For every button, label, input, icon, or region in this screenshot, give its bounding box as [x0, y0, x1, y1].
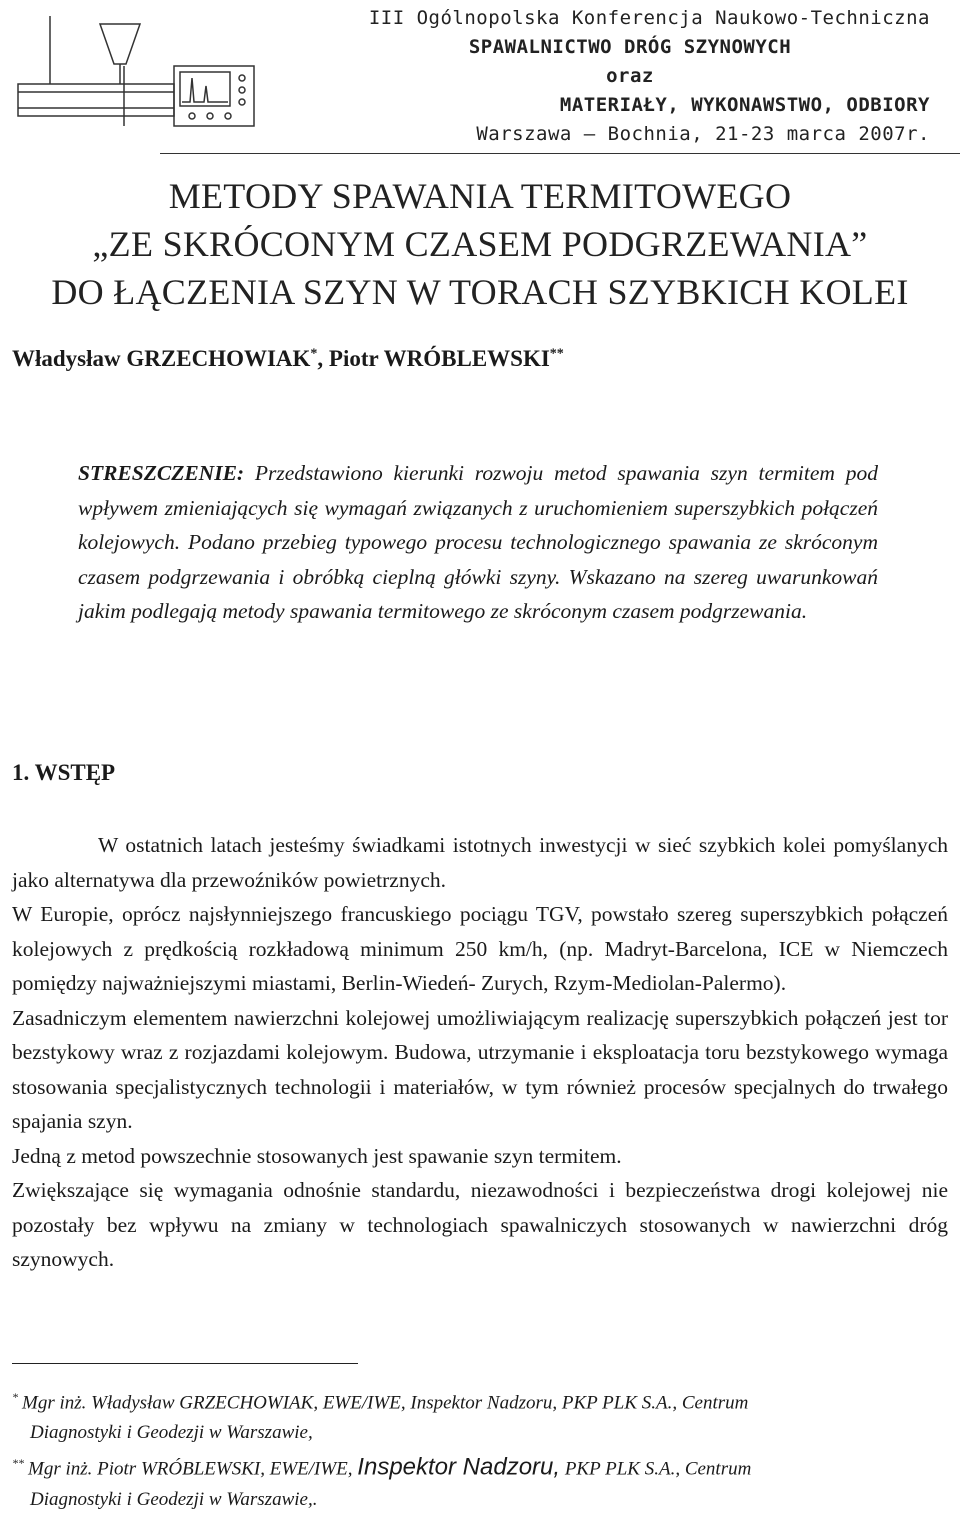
footnote-1 [12, 1382, 952, 1418]
footnote-2 [12, 1448, 952, 1484]
conference-line-5: Warszawa – Bochnia, 21-23 marca 2007r. [476, 123, 930, 145]
author-1-mark: * [310, 346, 318, 362]
title-line-2: „ZE SKRÓCONYM CZASEM PODGRZEWANIA” [92, 224, 868, 264]
body-text [12, 828, 948, 1277]
title-line-3: DO ŁĄCZENIA SZYN W TORACH SZYBKICH KOLEI [51, 272, 909, 312]
conference-header [290, 4, 930, 149]
footnote-1-line-2: Diagnostyki i Geodezji w Warszawie, [30, 1422, 313, 1444]
footnote-2-part-b: Inspektor Nadzoru, [357, 1453, 561, 1481]
author-1: Władysław GRZECHOWIAK [12, 346, 311, 371]
footnote-divider [12, 1363, 358, 1364]
footnote-2-line-2: Diagnostyki i Geodezji w Warszawie,. [30, 1488, 318, 1510]
conference-line-2: SPAWALNICTWO DRÓG SZYNOWYCH [468, 36, 792, 58]
conference-line-3: oraz [606, 65, 654, 87]
paragraph-3: Zasadniczym elementem nawierzchni kolejowej umożliwiającym realizację superszybkich połączeń jest tor bezstykowy wraz z rozjazdami kolejowym. Budowa, utrzymanie i eksploatacja toru bezstykowego wymaga stosowania specjalistycznych technologii i materiałów, w tym również procesów specjalnych do trwałego spajania szyn. [12, 1005, 948, 1133]
conference-logo [14, 6, 264, 136]
authors [12, 346, 564, 372]
header-divider [160, 153, 960, 154]
abstract-text: Przedstawiono kierunki rozwoju metod spawania szyn termitem pod wpływem zmieniających się wymagań związanych z uruchomieniem superszybkich połączeń kolejowych. Podano przebieg typowego procesu technologicznego spawania ze skróconym czasem podgrzewania i obróbką cieplną główki szyny. Wskazano na szereg uwarunkowań jakim podlegają metody spawania termitowego ze skróconym czasem podgrzewania. [78, 461, 878, 623]
paper-title [0, 172, 960, 316]
paragraph-1: W ostatnich latach jesteśmy świadkami istotnych inwestycji w sieć szybkich kolei pomyślanych jako alternatywa dla przewoźników powietrznych. [12, 833, 948, 892]
conference-line-4: MATERIAŁY, WYKONAWSTWO, ODBIORY [559, 94, 930, 116]
conference-line-1: III Ogólnopolska Konferencja Naukowo-Techniczna [368, 7, 930, 29]
author-separator: , [317, 346, 329, 371]
abstract [78, 456, 878, 629]
footnote-2-part-c: PKP PLK S.A., Centrum [560, 1458, 752, 1480]
author-2-mark: ** [549, 346, 564, 362]
footnote-1-mark: * [12, 1390, 18, 1404]
abstract-label: STRESZCZENIE: [78, 461, 245, 485]
footnote-2-part-a: Mgr inż. Piotr WRÓBLEWSKI, EWE/IWE, [28, 1458, 358, 1480]
section-heading: 1. WSTĘP [12, 760, 116, 785]
footnote-2-mark: ** [12, 1456, 24, 1471]
paragraph-4: Jedną z metod powszechnie stosowanych jest spawanie szyn termitem. [12, 1143, 622, 1168]
paragraph-2: W Europie, oprócz najsłynniejszego francuskiego pociągu TGV, powstało szereg superszybkich połączeń kolejowych z prędkością rozkładową minimum 250 km/h, (np. Madryt-Barcelona, ICE w Niemczech pomiędzy najważniejszymi miastami, Berlin-Wiedeń- Zurych, Rzym-Mediolan-Palermo). [12, 902, 948, 995]
title-line-1: METODY SPAWANIA TERMITOWEGO [168, 176, 792, 216]
footnotes [12, 1382, 952, 1515]
footnote-1-line-1: Mgr inż. Władysław GRZECHOWIAK, EWE/IWE, Inspektor Nadzoru, PKP PLK S.A., Centrum [22, 1392, 749, 1414]
author-2: Piotr WRÓBLEWSKI [328, 346, 550, 371]
paragraph-5: Zwiększające się wymagania odnośnie standardu, niezawodności i bezpieczeństwa drogi kolejowej nie pozostały bez wpływu na zmiany w technologiach spawalniczych stosowanych w nawierzchni dróg szynowych. [12, 1178, 948, 1271]
